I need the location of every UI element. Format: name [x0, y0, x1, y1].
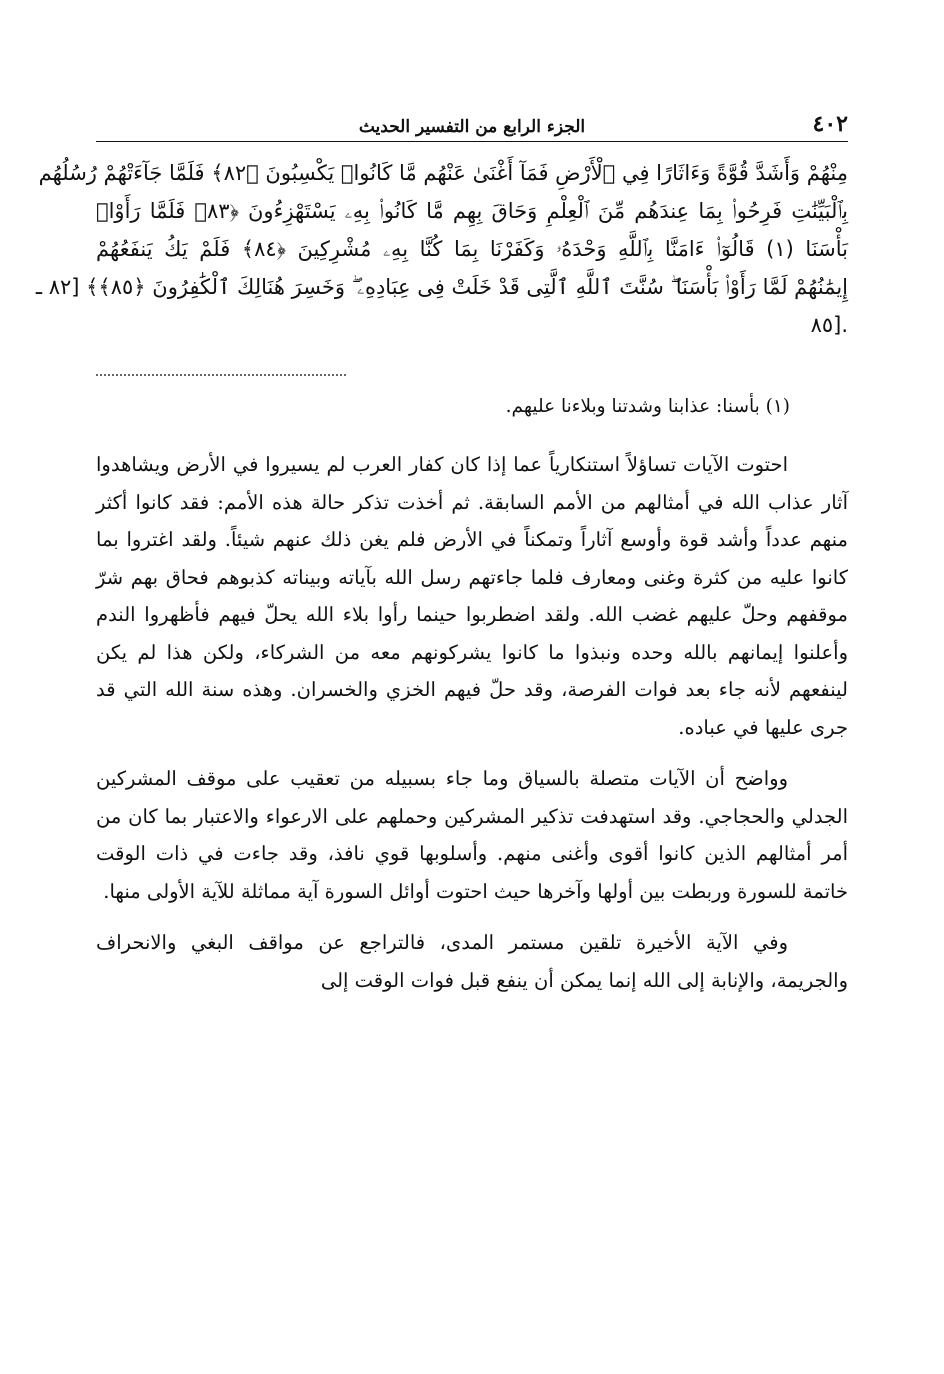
paragraph: وواضح أن الآيات متصلة بالسياق وما جاء بسبيله من تعقيب على موقف المشركين الجدلي والحجاجي. وقد استهدفت تذكير المشركين وحملهم على الارعواء والاعتبار بما كان من أمر أمثالهم الذين كانوا أقوى وأغنى منهم. وأسلوبها قوي نافذ، وقد جاءت في ذات الوقت خاتمة للسورة وربطت بين أولها وآخرها حيث احتوت أوائل السورة آية مماثلة للآية الأولى منها. [96, 767, 848, 903]
quran-line: بِٱلْبَيِّنَٰتِ فَرِحُوا۟ بِمَا عِندَهُم مِّنَ ٱلْعِلْمِ وَحَاقَ بِهِم مَّا كَانُوا۟ بِهِۦ يَسْتَهْزِءُونَ ﴿٨٣﴾ فَلَمَّا رَأَوْا۟ [96, 199, 848, 223]
footnote-separator [96, 344, 848, 374]
quran-line: مِنْهُمْ وَأَشَدَّ قُوَّةً وَءَاثَارًا فِي ٱلْأَرْضِ فَمَآ أَغْنَىٰ عَنْهُم مَّا كَانُوا۟ يَكْسِبُونَ ﴿٨٢﴾ فَلَمَّا جَآءَتْهُمْ رُسُلُهُم [38, 161, 848, 185]
quran-line: إِيمَٰنُهُمْ لَمَّا رَأَوْا۟ بَأْسَنَا ۖ سُنَّتَ ٱللَّهِ ٱلَّتِى قَدْ خَلَتْ فِى عِبَادِهِۦ ۖ وَخَسِرَ هُنَالِكَ ٱلْكَٰفِرُونَ ﴿٨٥﴾﴾ [٨٢ ـ [35, 275, 848, 299]
quran-line: بَأْسَنَا (١) قَالُوٓا۟ ءَامَنَّا بِٱللَّهِ وَحْدَهُۥ وَكَفَرْنَا بِمَا كُنَّا بِهِۦ مُشْرِكِينَ ﴿٨٤﴾ فَلَمْ يَكُ يَنفَعُهُمْ [96, 237, 848, 261]
dotted-divider [96, 374, 346, 376]
paragraph: وفي الآية الأخيرة تلقين مستمر المدى، فالتراجع عن مواقف البغي والانحراف والجريمة، والإنابة إلى الله إنما يمكن أن ينفع قبل فوات الوقت إلى [96, 931, 848, 992]
book-page [35, 108, 848, 1348]
page-header [96, 108, 848, 142]
quran-verses [35, 154, 848, 344]
page-number: ٤٠٢ [812, 111, 848, 137]
footnote: (١) بأسنا: عذابنا وشدتنا وبلاءنا عليهم. [505, 396, 790, 417]
commentary-body [96, 446, 848, 999]
running-title: الجزء الرابع من التفسير الحديث [358, 117, 586, 137]
paragraph: احتوت الآيات تساؤلاً استنكارياً عما إذا كان كفار العرب لم يسيروا في الأرض ويشاهدوا آثار عذاب الله في أمثالهم من الأمم السابقة. ثم أخذت تذكر حالة هذه الأمم: فقد كانوا أكثر منهم عدداً وأشد قوة وأوسع آثاراً وتمكناً في الأرض فلم يغن ذلك عنهم شيئاً. ولقد اغتروا بما كانوا عليه من كثرة وغنى ومعارف فلما جاءتهم رسل الله بآياته وبيناته كذبوهم فحاق بهم شرّ موقفهم وحلّ عليهم غضب الله. ولقد اضطربوا حينما رأوا بلاء الله يحلّ فيهم فأظهروا الندم وأعلنوا إيمانهم بالله وحده ونبذوا ما كانوا يشركونهم معه من الشركاء، ولكن هذا لم يكن لينفعهم لأنه جاء بعد فوات الفرصة، وقد حلّ فيهم الخزي والخسران. وهذه سنة الله التي قد جرى عليها في عباده. [96, 453, 848, 739]
quran-line: .[٨٥ [810, 313, 848, 337]
